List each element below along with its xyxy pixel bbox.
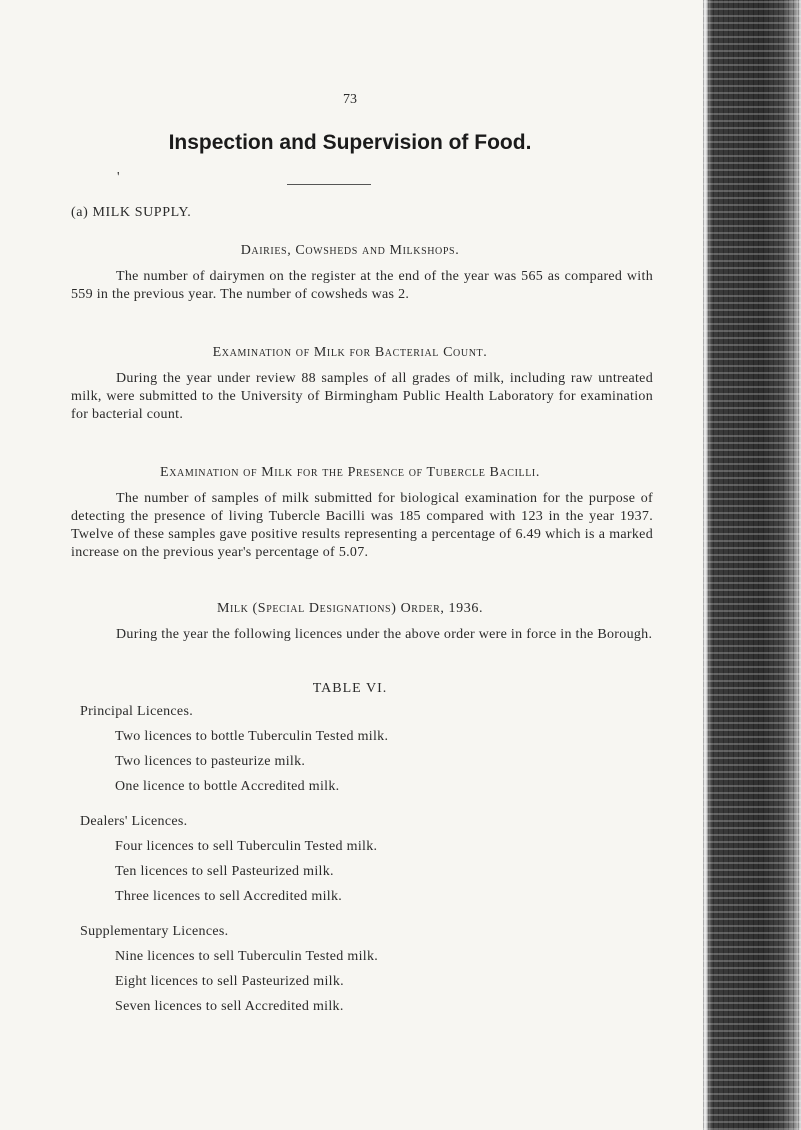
licence-item: One licence to bottle Accredited milk. bbox=[115, 779, 340, 794]
licence-item: Three licences to sell Accredited milk. bbox=[115, 889, 343, 904]
heading-tubercle-bacilli: Examination of Milk for the Presence of Tubercle Bacilli. bbox=[160, 465, 540, 480]
heading-special-designations-order: Milk (Special Designations) Order, 1936. bbox=[216, 601, 484, 616]
table-title: TABLE VI. bbox=[312, 681, 388, 696]
group-label-dealers: Dealers' Licences. bbox=[80, 814, 188, 829]
section-heading-milk-supply: (a) MILK SUPPLY. bbox=[71, 205, 192, 220]
licence-item: Two licences to pasteurize milk. bbox=[115, 754, 306, 769]
page-title: Inspection and Supervision of Food. bbox=[168, 131, 532, 154]
title-rule bbox=[287, 184, 371, 185]
margin-mark: ' bbox=[117, 170, 120, 185]
licence-item: Four licences to sell Tuberculin Tested milk. bbox=[115, 839, 378, 854]
group-label-supplementary: Supplementary Licences. bbox=[80, 924, 229, 939]
paragraph-special-designations-order: During the year the following licences under the above order were in force in the Borough. bbox=[116, 627, 653, 642]
heading-bacterial-count: Examination of Milk for Bacterial Count. bbox=[212, 345, 488, 360]
licence-item: Eight licences to sell Pasteurized milk. bbox=[115, 974, 344, 989]
licence-item: Seven licences to sell Accredited milk. bbox=[115, 999, 344, 1014]
licence-item: Two licences to bottle Tuberculin Tested milk. bbox=[115, 729, 389, 744]
page-number: 73 bbox=[343, 92, 357, 107]
group-label-principal: Principal Licences. bbox=[80, 704, 193, 719]
paragraph-tubercle-bacilli: The number of samples of milk submitted for biological examination for the purpose of detecting the presence of living Tubercle Bacilli was 185 compared with 123 in the year 1937. Twelve of these samples gave positive results representing a percentage of 6.49 which is a marked increase on the previous year's percentage of 5.07. bbox=[71, 491, 653, 560]
licence-item: Nine licences to sell Tuberculin Tested milk. bbox=[115, 949, 379, 964]
book-binding-edge bbox=[703, 0, 801, 1130]
licence-item: Ten licences to sell Pasteurized milk. bbox=[115, 864, 334, 879]
paragraph-dairies: The number of dairymen on the register at the end of the year was 565 as compared with 559 in the previous year. The number of cowsheds was 2. bbox=[71, 269, 653, 302]
heading-dairies: Dairies, Cowsheds and Milkshops. bbox=[240, 243, 460, 258]
paragraph-bacterial-count: During the year under review 88 samples of all grades of milk, including raw untreated milk, were submitted to the University of Birmingham Public Health Laboratory for examination for bacterial count. bbox=[71, 371, 653, 422]
